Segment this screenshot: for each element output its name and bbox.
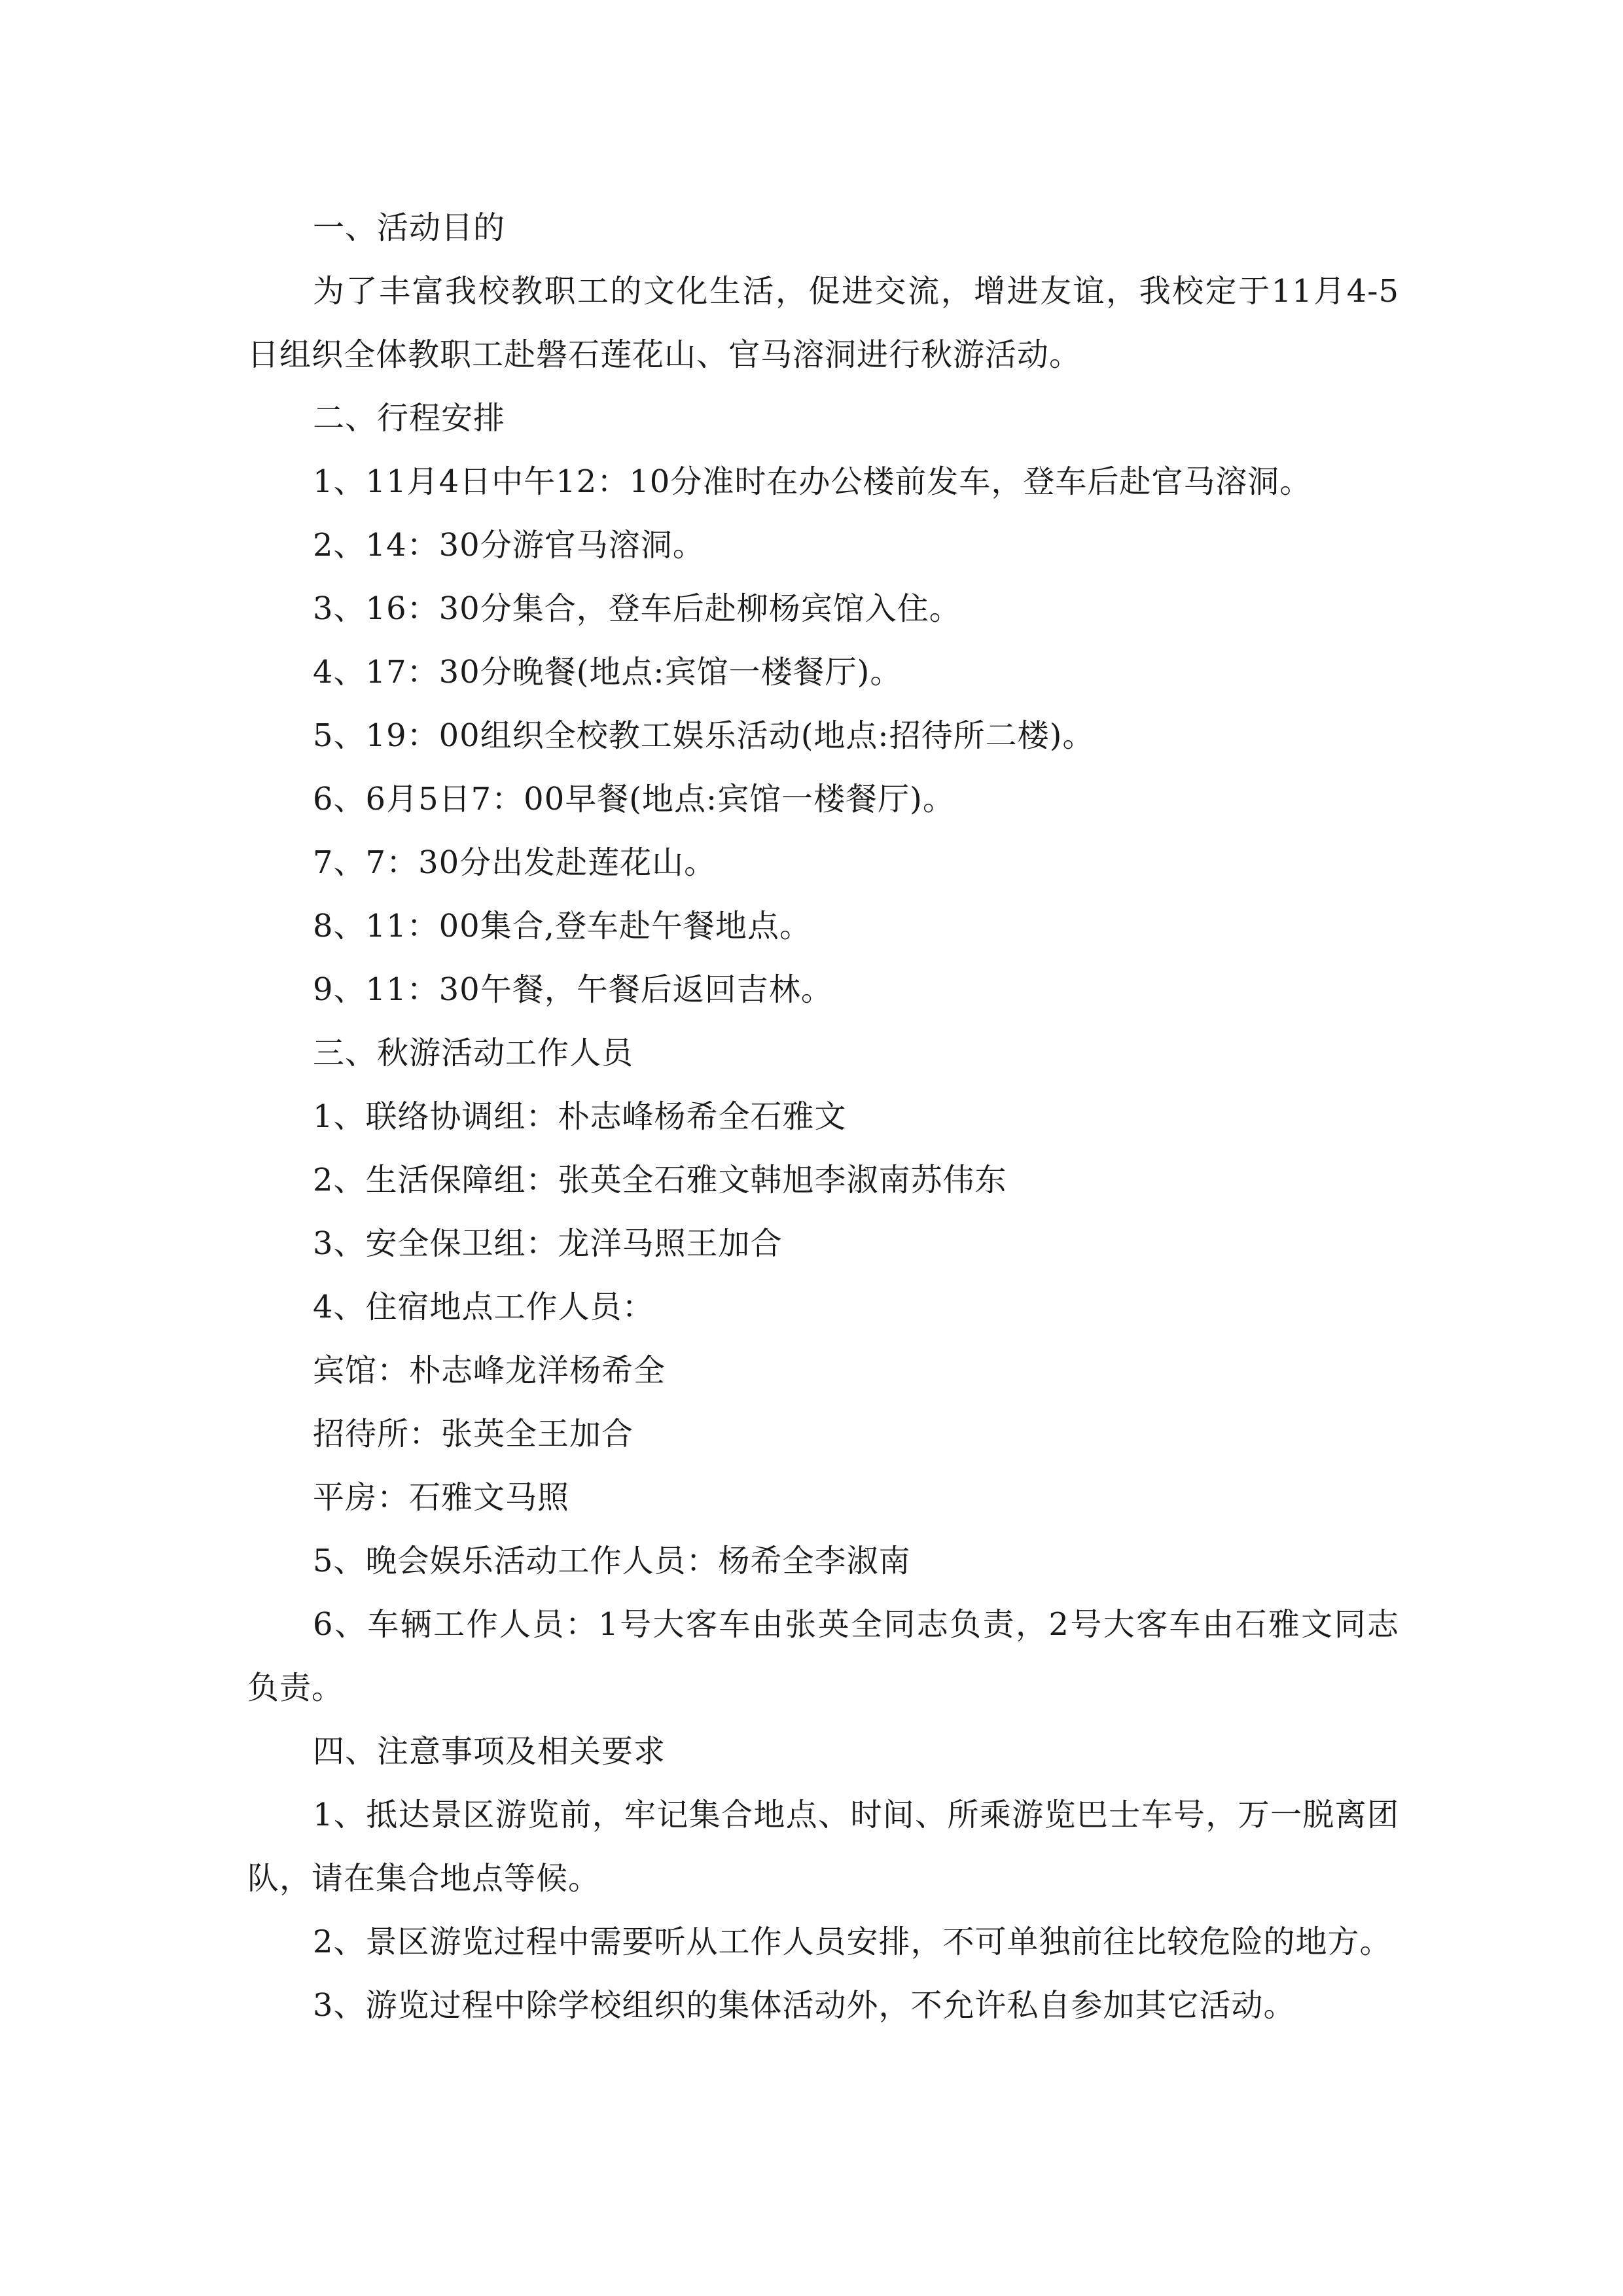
staff-item: 6、车辆工作人员：1号大客车由张英全同志负责，2号大客车由石雅文同志负责。 xyxy=(247,1606,1399,1706)
schedule-item: 2、14：30分游官马溶洞。 xyxy=(313,527,705,564)
staff-item: 3、安全保卫组：龙洋马照王加合 xyxy=(313,1225,783,1262)
lodging-item: 平房：石雅文马照 xyxy=(313,1479,570,1516)
document-body xyxy=(247,196,1399,2037)
notes-item: 3、游览过程中除学校组织的集体活动外，不允许私自参加其它活动。 xyxy=(313,1987,1296,2024)
staff-item: 5、晚会娱乐活动工作人员：杨希全李淑南 xyxy=(313,1543,911,1579)
lodging-item: 宾馆：朴志峰龙洋杨希全 xyxy=(313,1352,666,1389)
schedule-item: 7、7：30分出发赴莲花山。 xyxy=(313,844,717,881)
schedule-item: 4、17：30分晚餐(地点:宾馆一楼餐厅)。 xyxy=(313,654,902,691)
schedule-item: 9、11：30午餐，午餐后返回吉林。 xyxy=(313,971,833,1008)
staff-item: 4、住宿地点工作人员： xyxy=(313,1289,654,1325)
purpose-paragraph: 为了丰富我校教职工的文化生活，促进交流，增进友谊，我校定于11月4-5日组织全体教职工赴磐石莲花山、官马溶洞进行秋游活动。 xyxy=(247,273,1399,373)
notes-item: 2、景区游览过程中需要听从工作人员安排，不可单独前往比较危险的地方。 xyxy=(313,1924,1392,1960)
schedule-item: 5、19：00组织全校教工娱乐活动(地点:招待所二楼)。 xyxy=(313,717,1095,754)
schedule-item: 3、16：30分集合，登车后赴柳杨宾馆入住。 xyxy=(313,590,961,627)
notes-item: 1、抵达景区游览前，牢记集合地点、时间、所乘游览巴士车号，万一脱离团队，请在集合地点等候。 xyxy=(247,1797,1399,1897)
lodging-item: 招待所：张英全王加合 xyxy=(313,1416,634,1452)
schedule-item: 8、11：00集合,登车赴午餐地点。 xyxy=(313,908,812,944)
section-heading-notes: 四、注意事项及相关要求 xyxy=(313,1733,666,1770)
schedule-item: 1、11月4日中午12：10分准时在办公楼前发车，登车后赴官马溶洞。 xyxy=(313,463,1312,500)
staff-item: 1、联络协调组：朴志峰杨希全石雅文 xyxy=(313,1098,847,1135)
section-heading-staff: 三、秋游活动工作人员 xyxy=(313,1035,634,1071)
staff-item: 2、生活保障组：张英全石雅文韩旭李淑南苏伟东 xyxy=(313,1162,1007,1198)
section-heading-purpose: 一、活动目的 xyxy=(313,209,506,246)
schedule-item: 6、6月5日7：00早餐(地点:宾馆一楼餐厅)。 xyxy=(313,781,955,817)
section-heading-schedule: 二、行程安排 xyxy=(313,400,506,437)
